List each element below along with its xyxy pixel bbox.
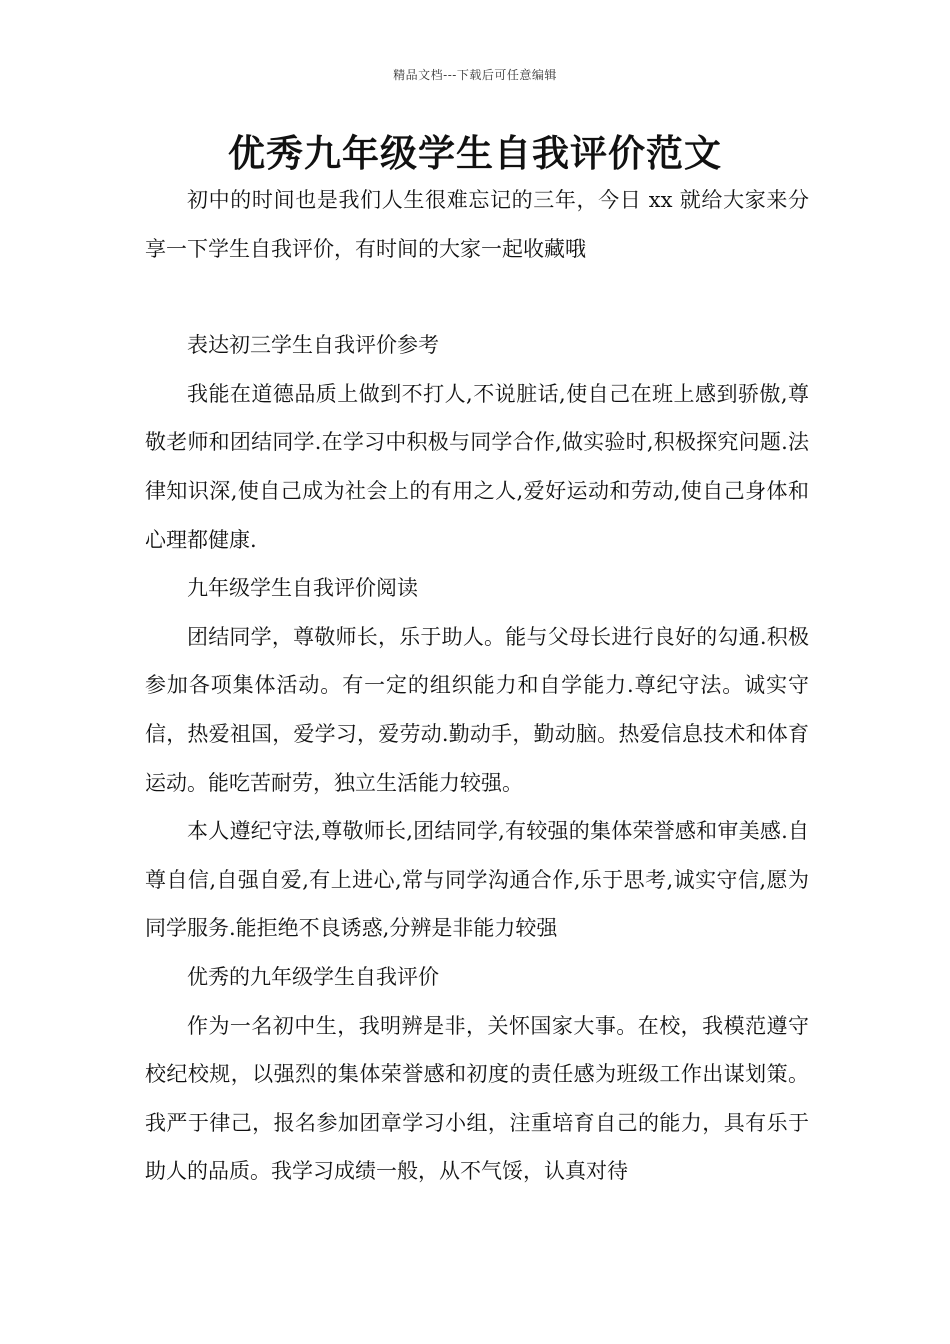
blank-line [145,273,809,321]
intro-paragraph: 初中的时间也是我们人生很难忘记的三年，今日 xx 就给大家来分享一下学生自我评价，有时间的大家一起收藏哦 [145,188,809,261]
document-body [145,176,809,1196]
body-paragraph: 作为一名初中生，我明辨是非，关怀国家大事。在校，我模范遵守校纪校规，以强烈的集体荣誉感和初度的责任感为班级工作出谋划策。我严于律己，报名参加团章学习小组，注重培育自己的能力，具有乐于助人的品质。我学习成绩一般，从不气馁，认真对待 [145,1013,809,1184]
section-heading: 优秀的九年级学生自我评价 [187,964,439,989]
document-title: 优秀九年级学生自我评价范文 [228,131,722,175]
section-heading: 表达初三学生自我评价参考 [187,333,439,358]
body-paragraph: 团结同学，尊敬师长，乐于助人。能与父母长进行良好的勾通.积极参加各项集体活动。有一定的组织能力和自学能力.尊纪守法。诚实守信，热爱祖国，爱学习，爱劳动.勤动手，勤动脑。热爱信息技术和体育运动。能吃苦耐劳，独立生活能力较强。 [145,624,809,795]
section-heading: 九年级学生自我评价阅读 [187,576,418,601]
header-note: 精品文档---下载后可任意编辑 [393,68,557,82]
body-paragraph: 本人遵纪守法,尊敬师长,团结同学,有较强的集体荣誉感和审美感.自尊自信,自强自爱,有上进心,常与同学沟通合作,乐于思考,诚实守信,愿为同学服务.能拒绝不良诱惑,分辨是非能力较强 [145,819,809,941]
body-paragraph: 我能在道德品质上做到不打人,不说脏话,使自己在班上感到骄傲,尊敬老师和团结同学.在学习中积极与同学合作,做实验时,积极探究问题.法律知识深,使自己成为社会上的有用之人,爱好运动和劳动,使自己身体和心理都健康. [145,381,809,552]
